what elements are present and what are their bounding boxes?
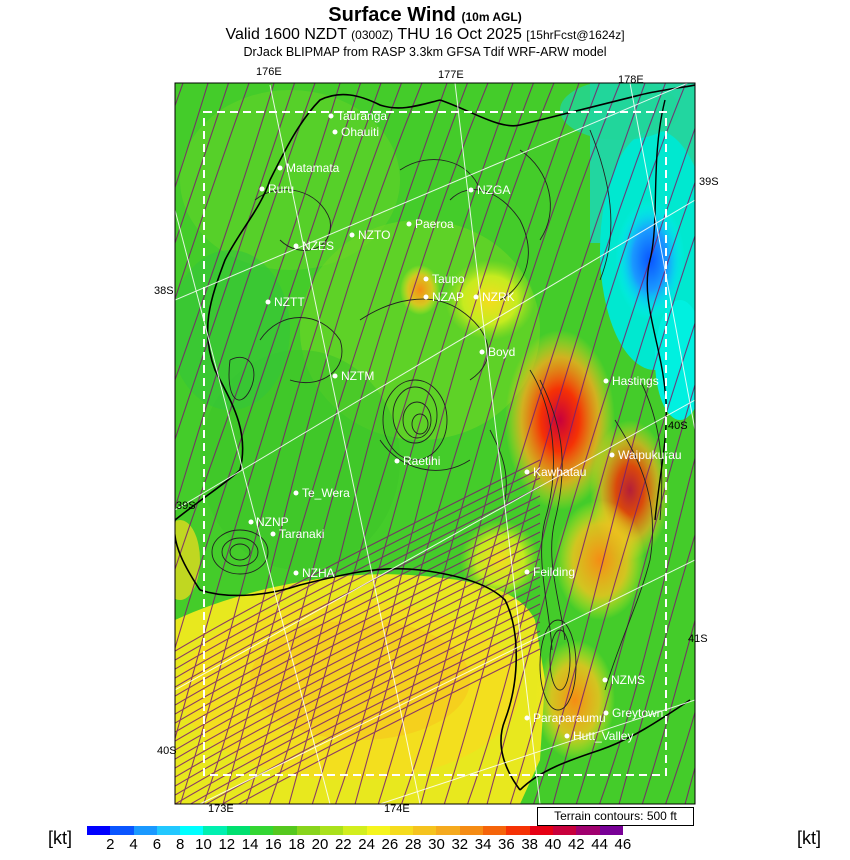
place-hutt-valley bbox=[565, 729, 634, 743]
svg-text:Paraparaumu: Paraparaumu bbox=[533, 711, 606, 725]
streamline bbox=[0, 30, 180, 830]
streamline bbox=[810, 30, 850, 830]
lat-label-39s-west: 39S bbox=[176, 500, 196, 512]
color-scale bbox=[87, 826, 623, 835]
streamline bbox=[744, 30, 850, 830]
color-tick-label: 24 bbox=[358, 836, 375, 853]
place-matamata bbox=[278, 161, 340, 175]
svg-text:NZRK: NZRK bbox=[482, 290, 515, 304]
place-waipukurau bbox=[610, 448, 682, 462]
lon-label-174e: 174E bbox=[384, 803, 410, 815]
streamline bbox=[722, 30, 850, 830]
color-tick-label: 34 bbox=[474, 836, 492, 853]
color-swatch bbox=[367, 826, 390, 835]
svg-text:Taranaki: Taranaki bbox=[279, 527, 325, 541]
map-title: Surface Wind (10m AGL) bbox=[328, 4, 522, 26]
color-swatch bbox=[250, 826, 273, 835]
svg-text:NZHA: NZHA bbox=[302, 566, 335, 580]
svg-text:Ohauiti: Ohauiti bbox=[341, 125, 380, 139]
streamline bbox=[766, 30, 850, 830]
lon-label-176e: 176E bbox=[256, 66, 282, 78]
place-hastings bbox=[604, 374, 659, 388]
lat-label-41s: 41S bbox=[688, 633, 708, 645]
unit-label-right: [kt] bbox=[797, 828, 822, 848]
color-tick-label: 12 bbox=[218, 836, 236, 853]
svg-text:Hastings: Hastings bbox=[612, 374, 659, 388]
svg-text:Kawhatau: Kawhatau bbox=[533, 465, 587, 479]
svg-text:NZMS: NZMS bbox=[611, 673, 645, 687]
color-swatch bbox=[530, 826, 553, 835]
svg-text:Te_Wera: Te_Wera bbox=[302, 486, 350, 500]
color-swatch bbox=[180, 826, 203, 835]
place-feilding bbox=[525, 565, 576, 579]
color-tick-label: 26 bbox=[381, 836, 399, 853]
color-tick-label: 18 bbox=[288, 836, 306, 853]
color-tick-label: 36 bbox=[498, 836, 515, 853]
color-tick-label: 38 bbox=[521, 836, 539, 853]
color-swatch bbox=[576, 826, 599, 835]
streamline bbox=[0, 30, 136, 830]
color-tick-label: 10 bbox=[195, 836, 212, 853]
color-swatch bbox=[390, 826, 413, 835]
model-info: DrJack BLIPMAP from RASP 3.3km GFSA Tdif WRF-ARW model bbox=[243, 45, 607, 59]
color-tick-label: 2 bbox=[106, 836, 115, 853]
color-swatch bbox=[460, 826, 483, 835]
lon-label-177e: 177E bbox=[438, 69, 464, 81]
svg-text:Waipukurau: Waipukurau bbox=[618, 448, 682, 462]
streamline bbox=[700, 30, 850, 830]
color-tick-label: 22 bbox=[334, 836, 352, 853]
streamline bbox=[0, 30, 92, 830]
lon-label-173e: 173E bbox=[208, 803, 234, 815]
lat-label-40s-west: 40S bbox=[157, 745, 177, 757]
svg-text:NZGA: NZGA bbox=[477, 183, 511, 197]
lat-label-39s-east: 39S bbox=[699, 176, 719, 188]
streamline bbox=[832, 30, 850, 830]
svg-text:NZES: NZES bbox=[302, 239, 335, 253]
streamline bbox=[788, 30, 850, 830]
lat-label-40s-east: 40S bbox=[668, 420, 688, 432]
valid-time: Valid 1600 NZDT (0300Z) THU 16 Oct 2025 [15hrFcst@1624z] bbox=[225, 26, 625, 43]
color-swatch bbox=[436, 826, 459, 835]
color-tick-label: 46 bbox=[614, 836, 632, 853]
color-swatch bbox=[600, 826, 623, 835]
svg-text:Ruru: Ruru bbox=[268, 182, 295, 196]
color-swatch bbox=[273, 826, 296, 835]
color-swatch bbox=[87, 826, 110, 835]
color-tick-label: 6 bbox=[152, 836, 162, 853]
color-tick-label: 16 bbox=[265, 836, 282, 853]
color-tick-label: 40 bbox=[544, 836, 562, 853]
color-swatch bbox=[134, 826, 157, 835]
svg-text:Greytown: Greytown bbox=[612, 706, 664, 720]
svg-text:NZNP: NZNP bbox=[256, 515, 289, 529]
color-tick-label: 32 bbox=[451, 836, 469, 853]
color-tick-label: 20 bbox=[311, 836, 329, 853]
svg-text:NZTT: NZTT bbox=[274, 295, 305, 309]
svg-text:Tauranga: Tauranga bbox=[337, 109, 388, 123]
color-swatch bbox=[483, 826, 506, 835]
color-swatch bbox=[320, 826, 343, 835]
unit-label-left: [kt] bbox=[48, 828, 73, 848]
color-swatch bbox=[297, 826, 320, 835]
streamline bbox=[0, 30, 114, 830]
color-swatch bbox=[110, 826, 133, 835]
place-greytown bbox=[604, 706, 664, 720]
svg-text:Feilding: Feilding bbox=[533, 565, 576, 579]
color-swatch bbox=[227, 826, 250, 835]
color-swatch bbox=[157, 826, 180, 835]
color-tick-label: 42 bbox=[567, 836, 585, 853]
color-tick-label: 4 bbox=[129, 836, 138, 853]
place-tauranga bbox=[329, 109, 388, 123]
color-swatch bbox=[553, 826, 576, 835]
place-kawhatau bbox=[525, 465, 587, 479]
svg-text:NZTM: NZTM bbox=[341, 369, 375, 383]
svg-text:Hutt_Valley: Hutt_Valley bbox=[573, 729, 634, 743]
color-swatch bbox=[343, 826, 366, 835]
color-swatch bbox=[203, 826, 226, 835]
color-tick-label: 8 bbox=[176, 836, 185, 853]
terrain-note: Terrain contours: 500 ft bbox=[537, 807, 694, 826]
streamline bbox=[0, 30, 202, 830]
color-swatch bbox=[413, 826, 436, 835]
lon-label-178e: 178E bbox=[618, 74, 644, 86]
color-tick-label: 14 bbox=[241, 836, 259, 853]
place-te-wera bbox=[294, 486, 351, 500]
place-taranaki bbox=[271, 527, 325, 541]
svg-text:Paeroa: Paeroa bbox=[415, 217, 454, 231]
svg-text:NZAP: NZAP bbox=[432, 290, 465, 304]
lat-label-38s: 38S bbox=[154, 285, 174, 297]
svg-text:Matamata: Matamata bbox=[286, 161, 340, 175]
svg-text:Raetihi: Raetihi bbox=[403, 454, 441, 468]
svg-text:Boyd: Boyd bbox=[488, 345, 516, 359]
color-tick-label: 28 bbox=[404, 836, 422, 853]
svg-text:Taupo: Taupo bbox=[432, 272, 465, 286]
streamline bbox=[678, 30, 850, 830]
color-tick-label: 30 bbox=[428, 836, 445, 853]
place-paraparaumu bbox=[525, 711, 606, 725]
streamline bbox=[0, 30, 158, 830]
svg-text:NZTO: NZTO bbox=[358, 228, 391, 242]
color-swatch bbox=[506, 826, 529, 835]
color-tick-label: 44 bbox=[591, 836, 608, 853]
